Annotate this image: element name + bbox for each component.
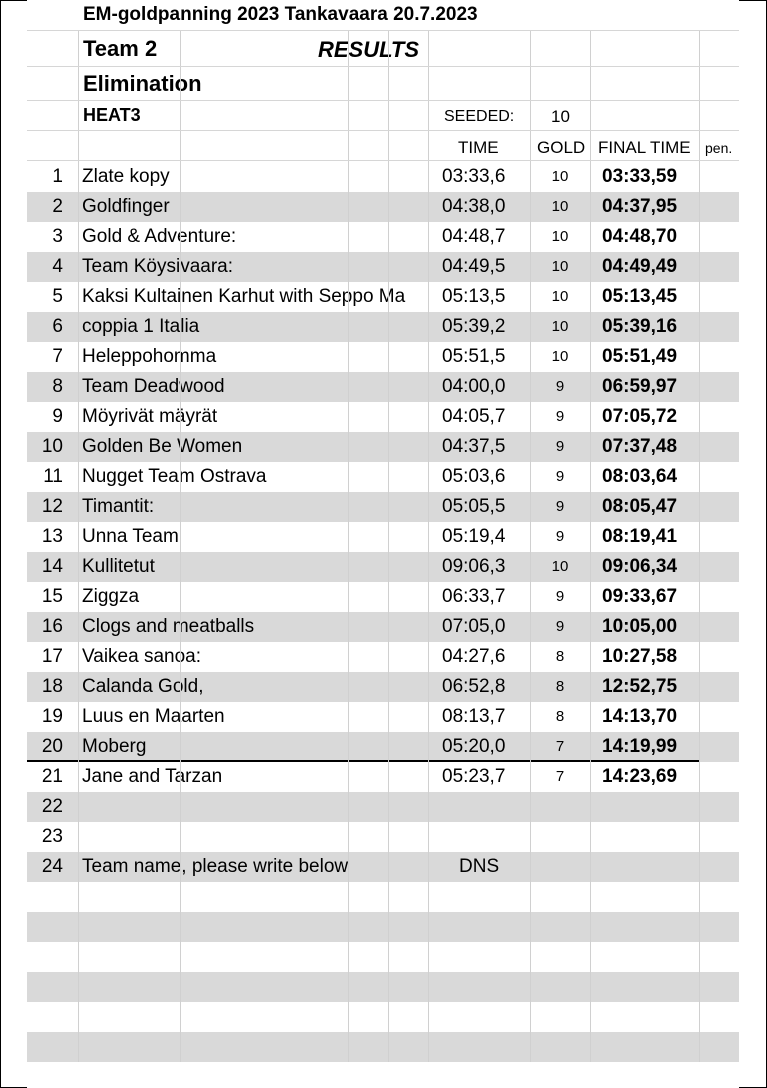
team-name-cell: Unna Team [82, 526, 179, 547]
final-time-cell: 10:27,58 [602, 646, 678, 667]
team-name-cell: Gold & Adventure: [82, 226, 237, 247]
position-cell: 17 [41, 646, 63, 667]
time-cell: 05:05,5 [442, 496, 506, 517]
team-name-cell: Clogs and meatballs [82, 616, 255, 637]
gold-cell: 10 [551, 258, 569, 275]
grid-column-line [530, 30, 531, 1062]
team-name-cell: Golden Be Women [82, 436, 243, 457]
position-cell: 6 [52, 316, 63, 337]
final-time-cell: 07:05,72 [602, 406, 678, 427]
time-cell: 04:27,6 [442, 646, 506, 667]
team-name-cell: Möyrivät mäyrät [82, 406, 218, 427]
position-cell: 10 [41, 436, 63, 457]
sheet-title: EM-goldpanning 2023 Tankavaara 20.7.2023 [83, 4, 478, 25]
gold-cell: 10 [551, 198, 569, 215]
team-name-cell: Jane and Tarzan [82, 766, 223, 787]
gold-cell: 8 [555, 648, 565, 665]
dns-team-name: Team name, please write below [82, 856, 349, 877]
team-name-cell: coppia 1 Italia [82, 316, 200, 337]
gold-cell: 7 [555, 738, 565, 755]
table-row [27, 162, 739, 192]
table-row [27, 702, 739, 732]
gold-cell: 8 [555, 678, 565, 695]
time-cell: 03:33,6 [442, 166, 506, 187]
gold-cell: 10 [551, 288, 569, 305]
seeded-value: 10 [551, 107, 570, 126]
final-time-cell: 14:13,70 [602, 706, 678, 727]
final-time-cell: 04:48,70 [602, 226, 678, 247]
time-cell: 09:06,3 [442, 556, 506, 577]
team-name-cell: Timantit: [82, 496, 155, 517]
gold-cell: 9 [555, 498, 565, 515]
final-time-cell [602, 822, 712, 852]
final-time-cell: 04:49,49 [602, 256, 678, 277]
gold-cell [550, 822, 570, 852]
table-row [27, 792, 739, 822]
time-cell: 05:39,2 [442, 316, 506, 337]
gold-cell: 9 [555, 468, 565, 485]
qualification-cutoff-line [27, 760, 699, 762]
empty-row [27, 1002, 739, 1032]
position-cell: 8 [52, 376, 63, 397]
empty-row [27, 942, 739, 972]
time-cell: 04:37,5 [442, 436, 506, 457]
team-name-cell: Kaksi Kultainen Karhut with Seppo Ma [82, 286, 406, 307]
team-name-cell: Ziggza [82, 586, 140, 607]
gold-cell: 10 [551, 318, 569, 335]
table-row [27, 342, 739, 372]
position-cell: 15 [41, 586, 63, 607]
empty-row [27, 972, 739, 1002]
time-cell: 05:13,5 [442, 286, 506, 307]
position-cell: 3 [52, 226, 63, 247]
table-row [27, 582, 739, 612]
time-cell: 05:51,5 [442, 346, 506, 367]
position-cell: 9 [52, 406, 63, 427]
position-cell: 20 [41, 736, 63, 757]
time-cell [442, 822, 532, 852]
table-row [27, 462, 739, 492]
position-cell: 5 [52, 286, 63, 307]
time-cell: 04:05,7 [442, 406, 506, 427]
position-cell: 13 [41, 526, 63, 547]
position-cell: 7 [52, 346, 63, 367]
column-header-gold: GOLD [537, 138, 586, 157]
team-name-cell: Heleppohomma [82, 346, 217, 367]
final-time-cell: 10:05,00 [602, 616, 678, 637]
position-cell: 14 [41, 556, 63, 577]
team-name-cell [82, 822, 426, 852]
team-name-cell: Vaikea sanoa: [82, 646, 202, 667]
position-cell: 19 [41, 706, 63, 727]
empty-row [27, 1032, 739, 1062]
final-time-cell: 08:03,64 [602, 466, 678, 487]
gold-cell: 10 [551, 348, 569, 365]
final-time-cell: 05:13,45 [602, 286, 678, 307]
gold-cell: 9 [555, 618, 565, 635]
table-row [27, 432, 739, 462]
table-row [27, 372, 739, 402]
final-time-cell: 14:23,69 [602, 766, 678, 787]
table-row [27, 222, 739, 252]
team-name-cell: Kullitetut [82, 556, 155, 577]
table-row [27, 642, 739, 672]
final-time-cell: 05:39,16 [602, 316, 678, 337]
grid-row-line [27, 66, 739, 67]
dns-position: 24 [41, 856, 63, 877]
table-row [27, 612, 739, 642]
final-time-cell: 09:06,34 [602, 556, 678, 577]
gold-cell [550, 792, 570, 822]
grid-row-line [27, 130, 739, 131]
gold-cell: 10 [551, 558, 569, 575]
column-header-penalty: pen. [705, 140, 733, 156]
position-cell: 21 [41, 766, 63, 787]
final-time-cell: 07:37,48 [602, 436, 678, 457]
gold-cell: 9 [555, 528, 565, 545]
team-name-cell: Nugget Team Ostrava [82, 466, 267, 487]
position-cell: 11 [43, 466, 63, 487]
team-label: Team 2 [83, 36, 158, 61]
final-time-cell: 12:52,75 [602, 676, 678, 697]
grid-row-line [27, 30, 739, 31]
dns-status: DNS [459, 856, 500, 877]
final-time-cell: 08:19,41 [602, 526, 678, 547]
empty-row [27, 882, 739, 912]
grid-column-line [699, 30, 700, 1062]
table-row [27, 762, 739, 792]
grid-column-line [78, 30, 79, 1062]
table-row [27, 402, 739, 432]
grid-row-line [27, 160, 739, 161]
team-name-cell: Moberg [82, 736, 147, 757]
time-cell: 05:20,0 [442, 736, 506, 757]
position-cell: 22 [41, 796, 63, 817]
table-row [27, 492, 739, 522]
final-time-cell: 09:33,67 [602, 586, 678, 607]
position-cell: 23 [41, 826, 63, 847]
team-name-cell: Goldfinger [82, 196, 170, 217]
time-cell: 05:19,4 [442, 526, 506, 547]
seeded-label: SEEDED: [444, 108, 515, 125]
final-time-cell: 06:59,97 [602, 376, 678, 397]
final-time-cell: 03:33,59 [602, 166, 678, 187]
position-cell: 18 [41, 676, 63, 697]
gold-cell: 10 [551, 168, 569, 185]
dns-row [27, 852, 739, 882]
heat-label: HEAT3 [83, 105, 141, 125]
column-header-final-time: FINAL TIME [598, 138, 691, 157]
team-name-cell: Team Deadwood [82, 376, 225, 397]
gold-cell: 9 [555, 588, 565, 605]
time-cell: 04:38,0 [442, 196, 506, 217]
time-cell: 06:33,7 [442, 586, 506, 607]
table-row [27, 252, 739, 282]
position-cell: 16 [41, 616, 63, 637]
grid-column-line [388, 30, 389, 1062]
final-time-cell: 04:37,95 [602, 196, 678, 217]
position-cell: 4 [52, 256, 63, 277]
time-cell: 06:52,8 [442, 676, 506, 697]
team-name-cell: Team Köysivaara: [82, 256, 234, 277]
stage-label: Elimination [83, 71, 202, 96]
grid-column-line [590, 30, 591, 1062]
position-cell: 12 [41, 496, 63, 517]
time-cell: 04:00,0 [442, 376, 506, 397]
gold-cell: 9 [555, 378, 565, 395]
table-row [27, 522, 739, 552]
results-label: RESULTS [318, 37, 420, 62]
empty-row [27, 912, 739, 942]
gold-cell: 8 [555, 708, 565, 725]
team-name-cell [82, 792, 426, 822]
time-cell: 04:48,7 [442, 226, 506, 247]
grid-column-line [428, 30, 429, 1062]
time-cell: 05:03,6 [442, 466, 506, 487]
team-name-cell: Zlate kopy [82, 166, 170, 187]
gold-cell: 7 [555, 768, 565, 785]
time-cell: 08:13,7 [442, 706, 506, 727]
grid-column-line [180, 30, 181, 1062]
gold-cell: 9 [555, 408, 565, 425]
time-cell: 04:49,5 [442, 256, 506, 277]
gold-cell: 9 [555, 438, 565, 455]
table-row [27, 822, 739, 852]
table-row [27, 732, 739, 762]
table-row [27, 192, 739, 222]
final-time-cell: 14:19,99 [602, 736, 678, 757]
table-row [27, 312, 739, 342]
team-name-cell: Calanda Gold, [82, 676, 204, 697]
time-cell: 07:05,0 [442, 616, 506, 637]
grid-row-line [27, 100, 739, 101]
grid-column-line [348, 30, 349, 1062]
final-time-cell [602, 792, 712, 822]
time-cell [442, 792, 532, 822]
position-cell: 1 [52, 166, 63, 187]
final-time-cell: 05:51,49 [602, 346, 678, 367]
table-row [27, 552, 739, 582]
time-cell: 05:23,7 [442, 766, 506, 787]
table-row [27, 672, 739, 702]
column-header-time: TIME [458, 138, 499, 157]
team-name-cell: Luus en Maarten [82, 706, 225, 727]
table-row [27, 282, 739, 312]
final-time-cell: 08:05,47 [602, 496, 678, 517]
position-cell: 2 [52, 196, 63, 217]
gold-cell: 10 [551, 228, 569, 245]
